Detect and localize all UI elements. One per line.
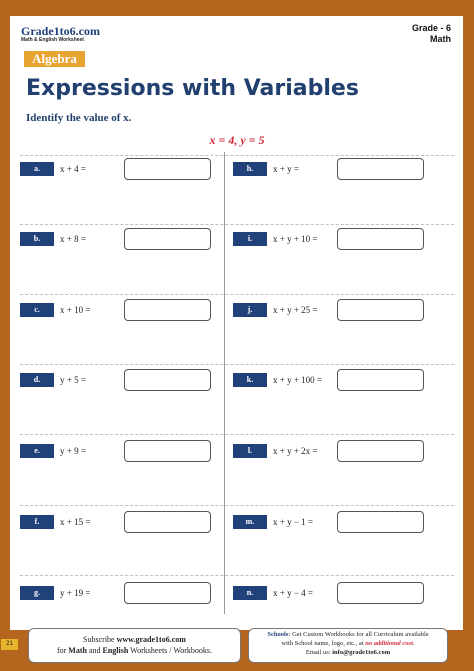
answer-box[interactable] (337, 369, 424, 391)
row-divider (20, 364, 454, 365)
row-divider (20, 505, 454, 506)
logo-tagline: Math & English Worksheet (21, 37, 84, 43)
problem-expression: x + y = (273, 164, 299, 174)
answer-box[interactable] (337, 158, 424, 180)
page-number: 21 (1, 639, 18, 650)
problem-expression: y + 19 = (60, 588, 91, 598)
problem-label: e. (20, 444, 54, 458)
problem-label: f. (20, 515, 54, 529)
answer-box[interactable] (337, 582, 424, 604)
site-logo (21, 24, 141, 48)
problem-expression: x + y − 4 = (273, 588, 313, 598)
copyright-notice: © Copyright 2017 BeeOne Media Pvt. Ltd. All Rights Reserved. (455, 325, 460, 455)
answer-box[interactable] (124, 440, 211, 462)
schools-text: with School name, logo, etc., at (281, 640, 366, 647)
schools-line3 (249, 648, 447, 657)
row-divider (20, 224, 454, 225)
subscribe-link[interactable]: www.grade1to6.com (116, 635, 186, 644)
answer-box[interactable] (124, 511, 211, 533)
row-divider (20, 294, 454, 295)
problem-expression: x + y − 1 = (273, 517, 313, 527)
worksheet-page (10, 16, 463, 630)
problem-label: j. (233, 303, 267, 317)
subject-text: Math (430, 34, 451, 44)
answer-box[interactable] (124, 369, 211, 391)
problem-label: m. (233, 515, 267, 529)
problem-expression: y + 5 = (60, 375, 86, 385)
logo-name: Grade1to6.com (21, 24, 100, 38)
grade-text: Grade - 6 (411, 23, 451, 33)
grade-label (412, 23, 451, 45)
schools-cost: no additional cost (365, 640, 413, 647)
page-title: Expressions with Variables (26, 76, 359, 101)
footer-text: for (56, 646, 69, 655)
schools-line2 (249, 639, 447, 648)
answer-box[interactable] (337, 440, 424, 462)
footer-text: Worksheets / Workbooks. (128, 646, 213, 655)
schools-box (248, 628, 448, 663)
answer-box[interactable] (124, 158, 211, 180)
answer-box[interactable] (337, 228, 424, 250)
problem-expression: x + y + 2x = (273, 446, 318, 456)
instruction-text: Identify the value of x. (26, 112, 132, 124)
schools-text: . (412, 640, 415, 647)
problem-label: l. (233, 444, 267, 458)
problem-label: b. (20, 232, 54, 246)
problem-label: i. (233, 232, 267, 246)
problem-label: g. (20, 586, 54, 600)
answer-box[interactable] (124, 299, 211, 321)
given-values: x = 4, y = 5 (209, 133, 265, 147)
footer-math: Math (68, 646, 87, 655)
problem-label: n. (233, 586, 267, 600)
problem-label: a. (20, 162, 54, 176)
row-divider (20, 575, 454, 576)
footer-text: and (86, 646, 103, 655)
answer-box[interactable] (337, 511, 424, 533)
row-divider (20, 155, 454, 156)
problem-label: k. (233, 373, 267, 387)
subscribe-text: Subscribe (83, 635, 117, 644)
problem-expression: x + 10 = (60, 305, 91, 315)
answer-box[interactable] (124, 228, 211, 250)
problem-expression: x + y + 25 = (273, 305, 318, 315)
subscribe-line2 (29, 645, 240, 656)
problem-expression: x + 15 = (60, 517, 91, 527)
answer-box[interactable] (337, 299, 424, 321)
schools-line (249, 630, 447, 639)
problem-label: h. (233, 162, 267, 176)
subscribe-line (29, 634, 240, 645)
problem-expression: x + 4 = (60, 164, 86, 174)
schools-lead: Schools: (267, 631, 291, 638)
email-label: Email us: (305, 649, 333, 656)
row-divider (20, 434, 454, 435)
schools-text: Get Custom Workbooks for all Curriculum available (290, 631, 429, 638)
topic-badge: Algebra (24, 51, 85, 67)
problem-label: c. (20, 303, 54, 317)
email-link[interactable]: info@grade1to6.com (332, 649, 391, 656)
problem-expression: x + y + 10 = (273, 234, 318, 244)
answer-box[interactable] (124, 582, 211, 604)
problem-label: d. (20, 373, 54, 387)
footer-english: English (102, 646, 129, 655)
subscribe-box (28, 628, 241, 663)
problem-expression: x + 8 = (60, 234, 86, 244)
problem-expression: x + y + 100 = (273, 375, 322, 385)
problem-expression: y + 9 = (60, 446, 86, 456)
column-divider (224, 152, 225, 614)
